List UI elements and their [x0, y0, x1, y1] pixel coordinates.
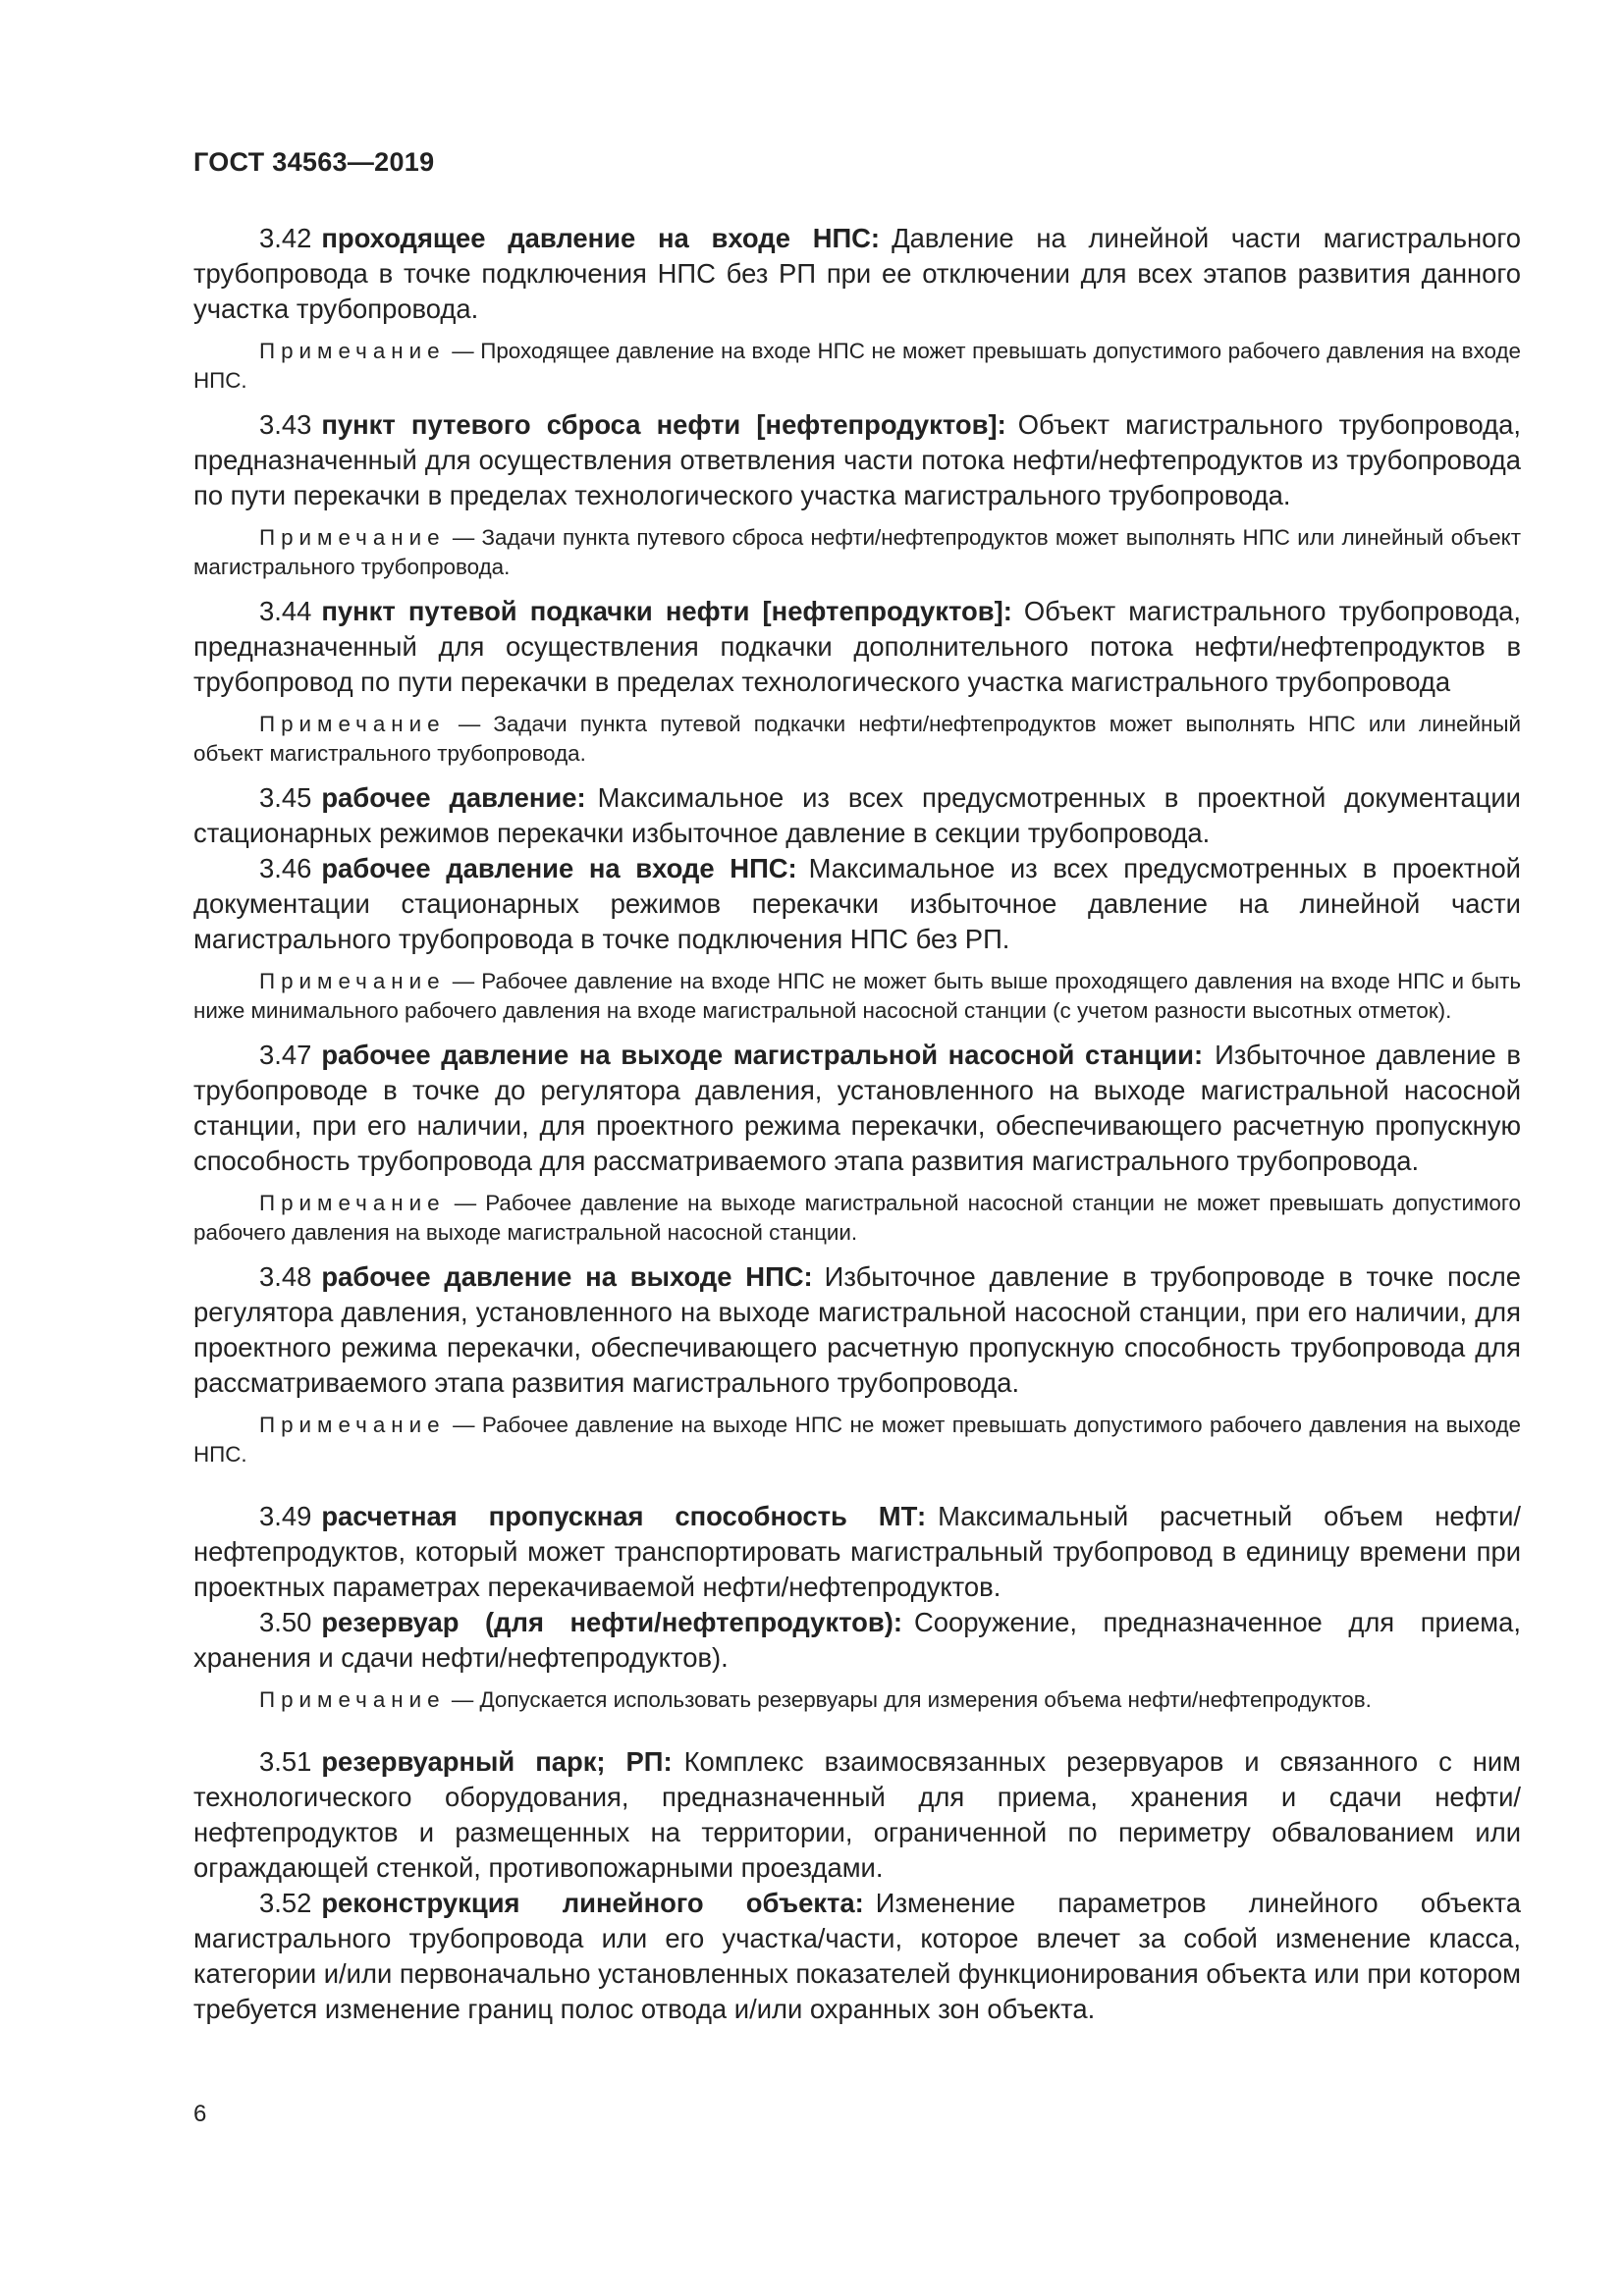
term-number: 3.48: [259, 1261, 312, 1292]
term-title: рабочее давление на входе НПС:: [321, 853, 797, 883]
term-definition: Изменение параметров линейного объекта магистрального трубопровода или его участка/части, которое влечет за собой изменение класса, категории и/или первоначально установленных показателей функционирования объекта или при котором требуется изменение границ полос отвода и/или охранных зон объекта.: [193, 1888, 1521, 2024]
term-entry-3-46: [193, 851, 1521, 957]
note-label: Примечание: [259, 525, 446, 550]
term-entry-3-45: [193, 780, 1521, 851]
term-entry-3-51: [193, 1744, 1521, 1886]
note-text: — Рабочее давление на входе НПС не может быть выше проходящего давления на входе НПС и быть ниже минимального рабочего давления на входе магистральной насосной станции (с учетом разности высотных отметок).: [193, 969, 1521, 1023]
term-number: 3.45: [259, 782, 312, 813]
note-text: — Проходящее давление на входе НПС не может превышать допустимого рабочего давления на входе НПС.: [193, 339, 1521, 393]
term-title: расчетная пропускная способность МТ:: [321, 1501, 927, 1531]
term-number: 3.42: [259, 223, 312, 253]
term-number: 3.44: [259, 596, 312, 626]
note-entry-3-50: [193, 1685, 1521, 1715]
term-definition: Объект магистрального трубопровода, предназначенный для осуществления подкачки дополнительного потока нефти/нефтепродуктов в трубопровод по пути перекачки в пределах технологического участка магистрального трубопровода: [193, 596, 1522, 697]
note-text: — Допускается использовать резервуары для измерения объема нефти/нефтепродуктов.: [451, 1687, 1372, 1712]
page-number: 6: [193, 2101, 207, 2127]
note-label: Примечание: [259, 969, 446, 993]
term-title: проходящее давление на входе НПС:: [321, 223, 881, 253]
note-entry-3-43: [193, 523, 1521, 582]
standard-header: ГОСТ 34563—2019: [193, 147, 435, 177]
term-definition: Максимальный расчетный объем нефти/нефтепродуктов, который может транспортировать магистральный трубопровод в единицу времени при проектных параметрах перекачиваемой нефти/нефтепродуктов.: [193, 1501, 1521, 1602]
term-title: пункт путевого сброса нефти [нефтепродуктов]:: [321, 409, 1006, 440]
note-label: Примечание: [259, 339, 446, 363]
note-text: — Задачи пункта путевого сброса нефти/нефтепродуктов может выполнять НПС или линейный объект магистрального трубопровода.: [193, 525, 1521, 579]
note-label: Примечание: [259, 1413, 446, 1437]
term-title: рабочее давление на выходе НПС:: [321, 1261, 813, 1292]
term-number: 3.49: [259, 1501, 312, 1531]
note-entry-3-44: [193, 710, 1521, 769]
term-number: 3.52: [259, 1888, 312, 1918]
term-definition: Максимальное из всех предусмотренных в проектной документации стационарных режимов перекачки избыточное давление на линейной части магистрального трубопровода в точке подключения НПС без РП.: [193, 853, 1521, 954]
note-text: — Рабочее давление на выходе НПС не может превышать допустимого рабочего давления на выходе НПС.: [193, 1413, 1521, 1467]
note-label: Примечание: [259, 1191, 446, 1215]
term-number: 3.51: [259, 1746, 312, 1777]
term-number: 3.47: [259, 1040, 312, 1070]
term-title: рабочее давление на выходе магистральной насосной станции:: [321, 1040, 1204, 1070]
term-definition: Давление на линейной части магистрального трубопровода в точке подключения НПС без РП при ее отключении для всех этапов развития данного участка трубопровода.: [193, 223, 1521, 324]
term-number: 3.46: [259, 853, 312, 883]
term-definition: Комплекс взаимосвязанных резервуаров и связанного с ним технологического оборудования, предназначенный для приема, хранения и сдачи нефти/нефтепродуктов и размещенных на территории, ограниченной по периметру обвалованием или ограждающей стенкой, противопожарными проездами.: [193, 1746, 1521, 1883]
note-text: — Задачи пункта путевой подкачки нефти/нефтепродуктов может выполнять НПС или линейный объект магистрального трубопровода.: [193, 712, 1521, 766]
note-label: Примечание: [259, 1687, 446, 1712]
document-content: [193, 221, 1521, 2027]
term-definition: Объект магистрального трубопровода, предназначенный для осуществления ответвления части потока нефти/нефтепродуктов из трубопровода по пути перекачки в пределах технологического участка магистрального трубопровода.: [193, 409, 1521, 510]
note-entry-3-47: [193, 1189, 1521, 1248]
term-title: рабочее давление:: [321, 782, 586, 813]
term-number: 3.50: [259, 1607, 312, 1637]
note-entry-3-42: [193, 337, 1521, 396]
term-title: резервуар (для нефти/нефтепродуктов):: [321, 1607, 902, 1637]
note-entry-3-48: [193, 1411, 1521, 1469]
term-title: резервуарный парк; РП:: [321, 1746, 673, 1777]
term-definition: Избыточное давление в трубопроводе в точке после регулятора давления, установленного на выходе магистральной насосной станции, при его наличии, для проектного режима перекачки, обеспечивающего расчетную пропускную способность трубопровода для рассматриваемого этапа развития магистрального трубопровода.: [193, 1261, 1521, 1398]
term-entry-3-52: [193, 1886, 1521, 2027]
term-number: 3.43: [259, 409, 312, 440]
term-definition: Сооружение, предназначенное для приема, хранения и сдачи нефти/нефтепродуктов).: [193, 1607, 1521, 1673]
term-entry-3-50: [193, 1605, 1521, 1676]
term-title: пункт путевой подкачки нефти [нефтепродуктов]:: [321, 596, 1012, 626]
term-title: реконструкция линейного объекта:: [321, 1888, 864, 1918]
term-entry-3-44: [193, 594, 1521, 700]
term-entry-3-43: [193, 407, 1521, 513]
term-entry-3-42: [193, 221, 1521, 327]
note-text: — Рабочее давление на выходе магистральной насосной станции не может превышать допустимого рабочего давления на выходе магистральной насосной станции.: [193, 1191, 1521, 1245]
term-definition: Максимальное из всех предусмотренных в проектной документации стационарных режимов перекачки избыточное давление в секции трубопровода.: [193, 782, 1521, 848]
note-label: Примечание: [259, 712, 446, 736]
term-definition: Избыточное давление в трубопроводе в точке до регулятора давления, установленного на выходе магистральной насосной станции, при его наличии, для проектного режима перекачки, обеспечивающего расчетную пропускную способность трубопровода для рассматриваемого этапа развития магистрального трубопровода.: [193, 1040, 1521, 1176]
term-entry-3-49: [193, 1499, 1521, 1605]
term-entry-3-47: [193, 1038, 1521, 1179]
term-entry-3-48: [193, 1259, 1521, 1401]
document-page: [193, 0, 1521, 2296]
note-entry-3-46: [193, 967, 1521, 1026]
